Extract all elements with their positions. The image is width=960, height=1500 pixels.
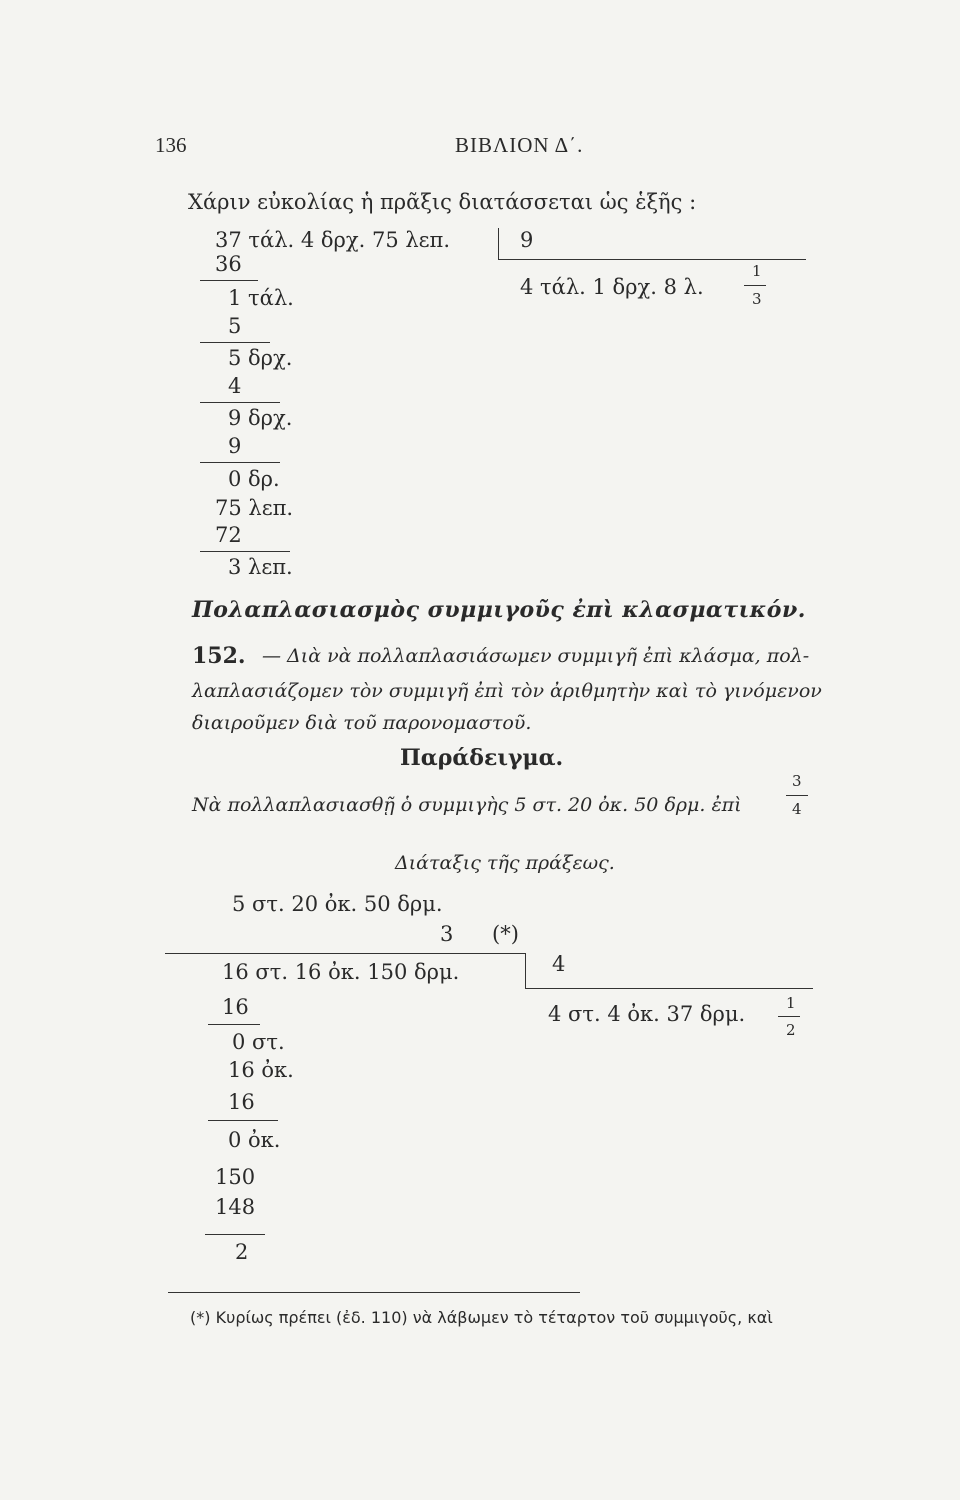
mult-frac-den: 2	[786, 1021, 796, 1039]
m-step-7: 148	[215, 1195, 256, 1219]
d1-step-1: 36	[215, 252, 242, 276]
division1-divisor: 9	[520, 228, 534, 252]
d1-step-2: 1 τάλ.	[228, 286, 294, 310]
m-step-4: 16	[228, 1090, 255, 1114]
division1-frac-den: 3	[752, 290, 762, 308]
section-title: Πολαπλασιασμὸς συμμιγοῦς ἐπὶ κλασματικόν.	[192, 597, 806, 623]
mult-divisor: 4	[552, 952, 566, 976]
d1-step-6: 9 δρχ.	[228, 406, 293, 430]
arrangement-title: Διάταξις τῆς πράξεως.	[395, 852, 615, 874]
mult-divisor-bar	[525, 953, 526, 989]
d1-rule-3	[200, 402, 280, 403]
m-step-6: 150	[215, 1165, 256, 1189]
d1-rule-5	[200, 551, 290, 552]
page-number: 136	[155, 133, 187, 157]
division1-frac-num: 1	[752, 262, 762, 280]
mult-frac-num: 1	[786, 994, 796, 1012]
d1-rule-1	[200, 280, 258, 281]
division1-divisor-bar	[498, 228, 499, 260]
d1-step-10: 72	[215, 523, 242, 547]
m-step-1: 16	[222, 995, 249, 1019]
d1-step-5: 4	[228, 374, 242, 398]
m-rule-1	[208, 1024, 260, 1025]
d1-step-4: 5 δρχ.	[228, 346, 293, 370]
mult-product-rule	[165, 953, 525, 954]
example-line: Νὰ πολλαπλασιασθῇ ὁ συμμιγὴς 5 στ. 20 ὀκ. 50 δρμ. ἐπὶ	[192, 794, 742, 816]
mult-divisor-rule	[525, 988, 813, 989]
m-step-2: 0 στ.	[232, 1030, 285, 1054]
example-frac-den: 4	[792, 800, 802, 818]
d1-rule-4	[200, 462, 280, 463]
mult-multiplier: 3	[440, 922, 454, 946]
d1-step-8: 0 δρ.	[228, 467, 280, 491]
mult-quotient: 4 στ. 4 ὀκ. 37 δρμ.	[548, 1002, 746, 1026]
d1-rule-2	[200, 342, 270, 343]
intro-line: Χάριν εὐκολίας ἡ πρᾶξις διατάσσεται ὡς ἑξῆς :	[188, 190, 697, 214]
division1-frac-bar	[744, 285, 766, 286]
d1-step-7: 9	[228, 434, 242, 458]
footnote-mark: (*)	[492, 922, 519, 946]
paragraph-line-1: — Διὰ νὰ πολλαπλασιάσωμεν συμμιγῆ ἐπὶ κλάσμα, πολ-	[262, 645, 810, 667]
paragraph-line-2: λαπλασιάζομεν τὸν συμμιγῆ ἐπὶ τὸν ἀριθμητὴν καὶ τὸ γινόμενον	[192, 680, 822, 702]
d1-step-11: 3 λεπ.	[228, 555, 293, 579]
mult-multiplicand: 5 στ. 20 ὀκ. 50 δρμ.	[232, 892, 443, 916]
example-title: Παράδειγμα.	[400, 745, 564, 771]
d1-step-3: 5	[228, 314, 242, 338]
m-step-8: 2	[235, 1240, 249, 1264]
division1-divisor-rule	[498, 259, 806, 260]
division1-dividend: 37 τάλ. 4 δρχ. 75 λεπ.	[215, 228, 451, 252]
m-rule-2	[208, 1120, 278, 1121]
example-frac-num: 3	[792, 772, 802, 790]
footnote-rule	[168, 1292, 580, 1293]
paragraph-line-3: διαιροῦμεν διὰ τοῦ παρονομαστοῦ.	[192, 712, 532, 734]
mult-product: 16 στ. 16 ὀκ. 150 δρμ.	[222, 960, 460, 984]
mult-frac-bar	[778, 1016, 800, 1017]
m-step-3: 16 ὀκ.	[228, 1058, 294, 1082]
m-step-5: 0 ὀκ.	[228, 1128, 281, 1152]
footnote-text: (*) Κυρίως πρέπει (ἐδ. 110) νὰ λάβωμεν τὸ τέταρτον τοῦ συμμιγοῦς, καὶ	[190, 1308, 773, 1327]
running-header: ΒΙΒΛΙΟΝ Δ΄.	[455, 133, 584, 157]
paragraph-number: 152.	[192, 643, 246, 669]
division1-quotient: 4 τάλ. 1 δρχ. 8 λ.	[520, 275, 704, 299]
m-rule-3	[205, 1234, 265, 1235]
d1-step-9: 75 λεπ.	[215, 496, 294, 520]
example-frac-bar	[786, 795, 808, 796]
